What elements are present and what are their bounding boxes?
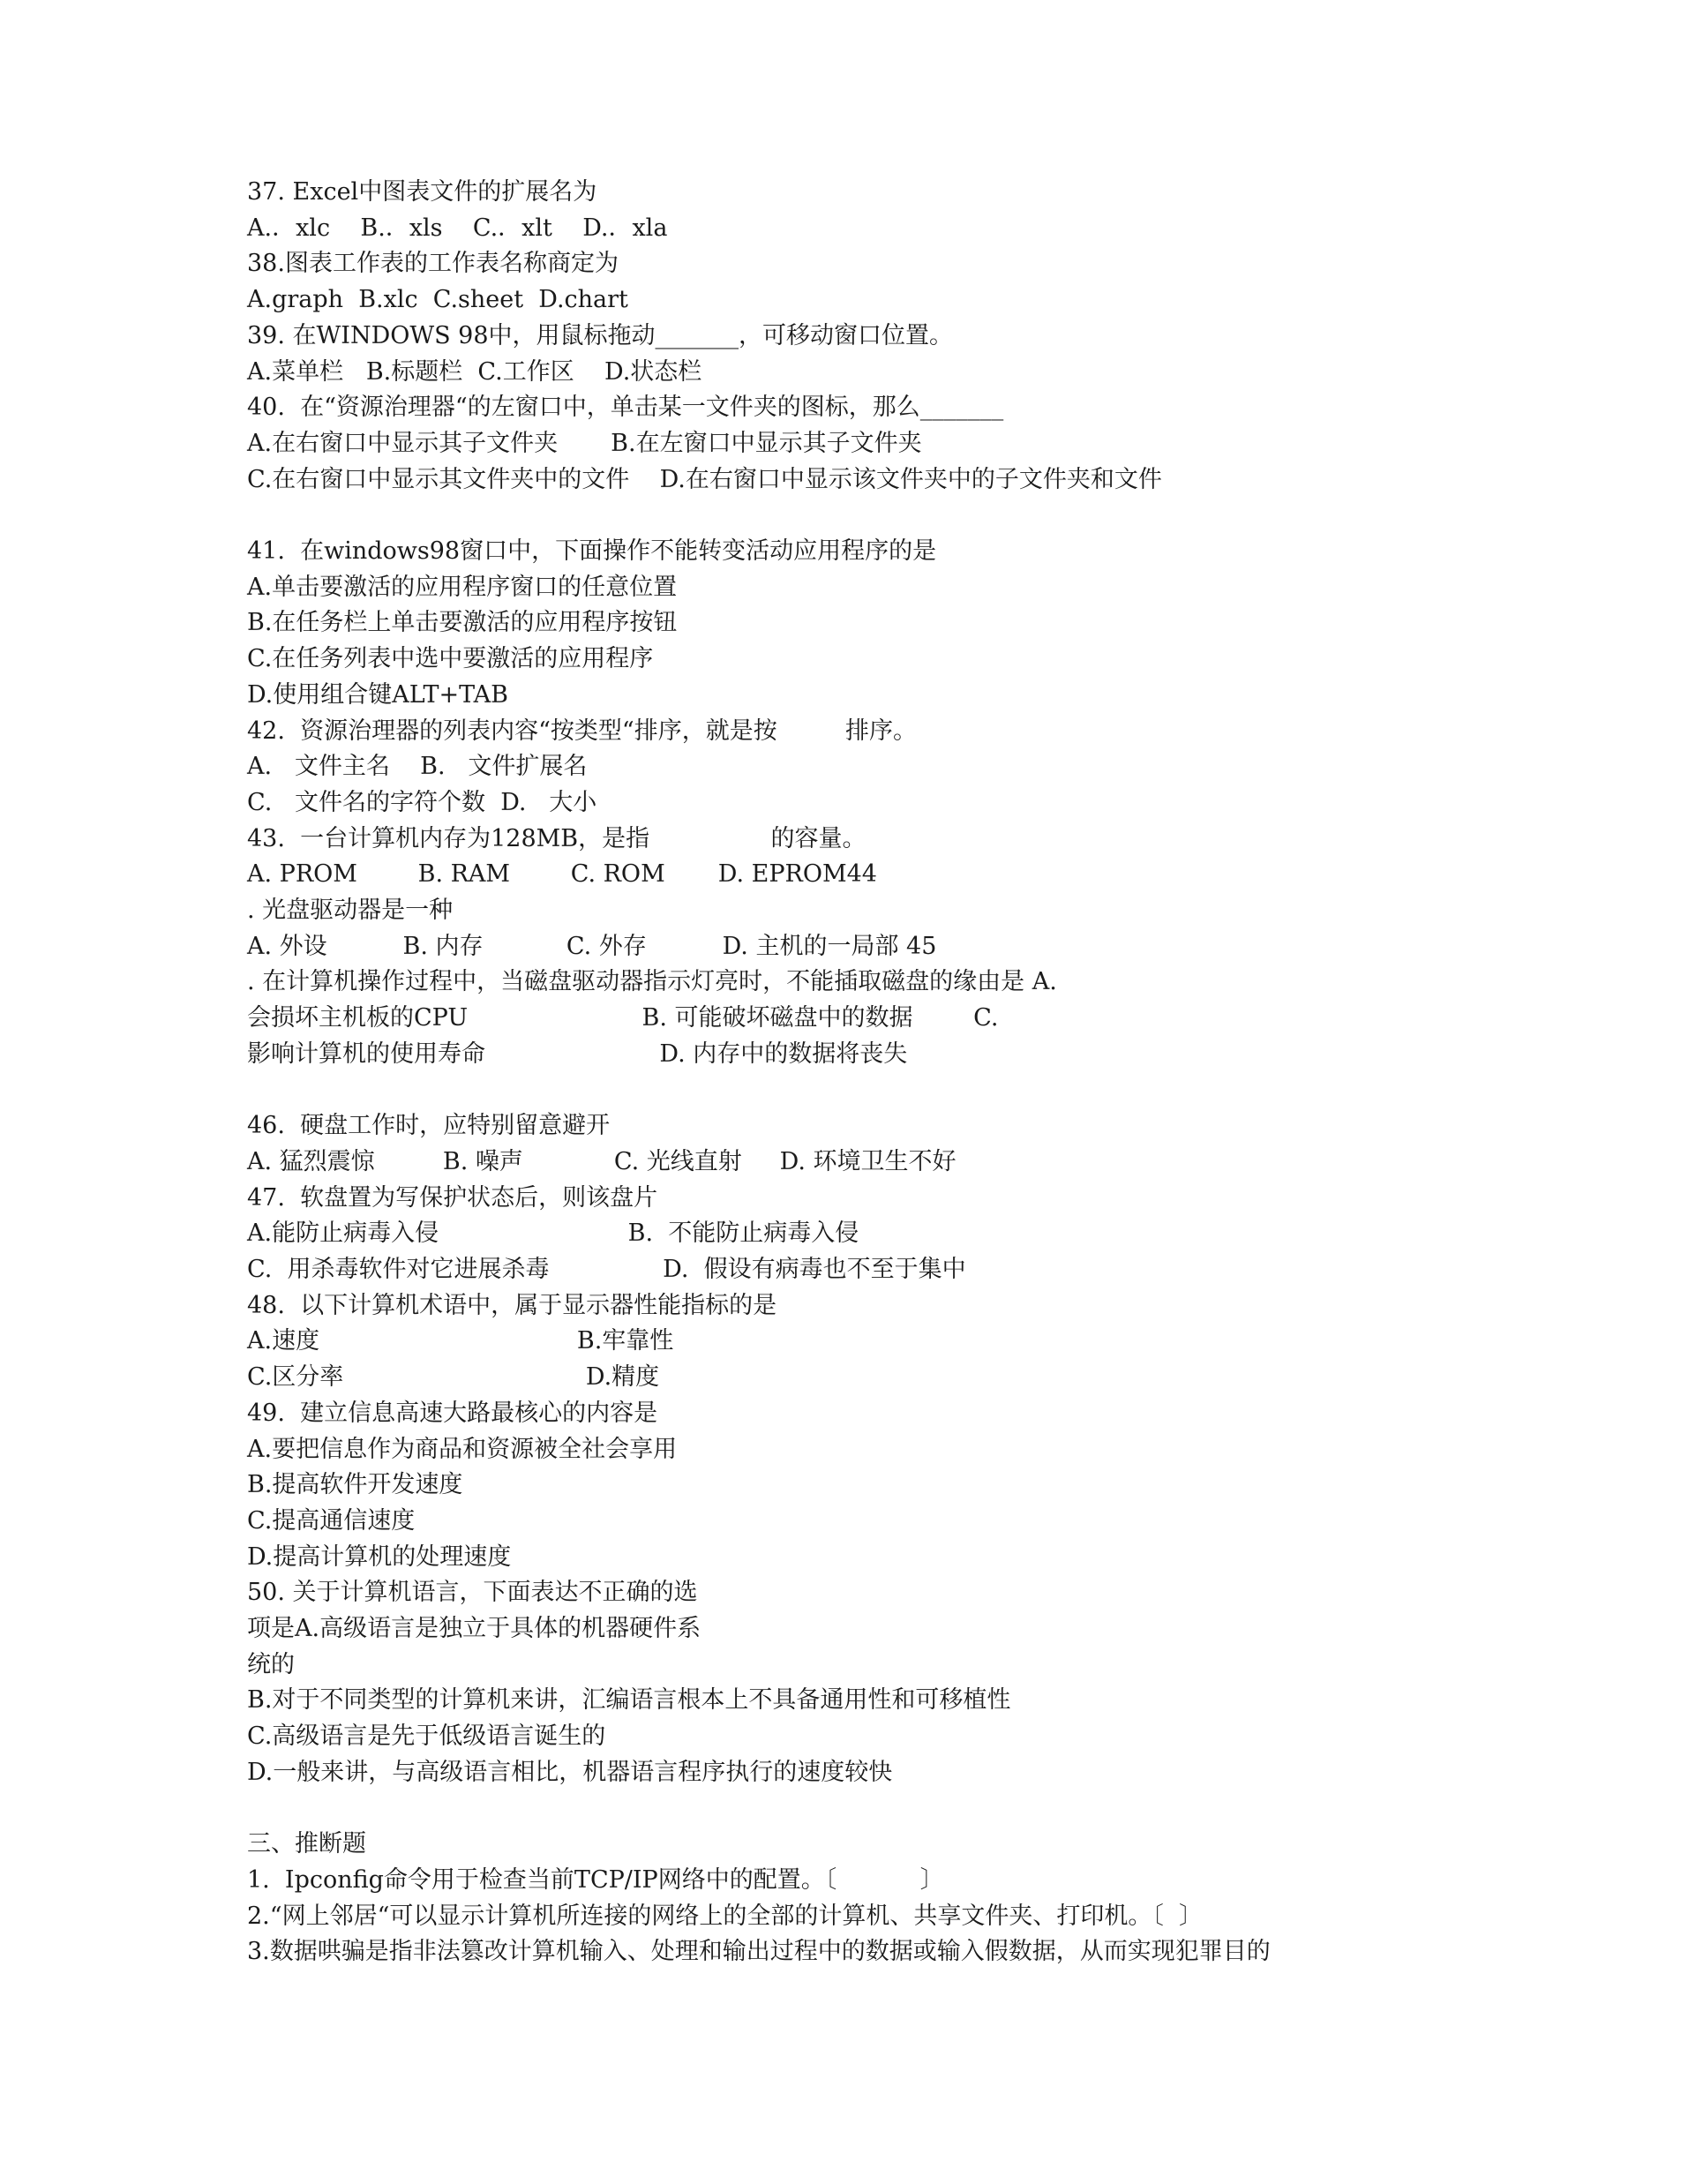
text-line: 影响计算机的使用寿命 D. 内存中的数据将丧失 <box>247 1040 908 1068</box>
text-line: 43. 一台计算机内存为128MB，是指 的容量。 <box>247 825 867 852</box>
text-line: A. PROM B. RAM C. ROM D. EPROM44 <box>247 860 877 888</box>
text-line: . 光盘驱动器是一种 <box>247 897 454 924</box>
text-line: C.在任务列表中选中要激活的应用程序 <box>247 645 654 672</box>
text-line: D.一般来讲，与高级语言相比，机器语言程序执行的速度较快 <box>247 1759 893 1786</box>
text-line: D.使用组合键ALT+TAB <box>247 681 508 709</box>
text-line: 会损坏主机板的CPU B. 可能破坏磁盘中的数据 C. <box>247 1004 999 1032</box>
text-line: A. 猛烈震惊 B. 噪声 C. 光线直射 D. 环境卫生不好 <box>247 1148 957 1175</box>
text-line: C.高级语言是先于低级语言诞生的 <box>247 1722 606 1750</box>
text-line: C. 文件名的字符个数 D. 大小 <box>247 789 597 816</box>
text-line: A. 外设 B. 内存 C. 外存 D. 主机的一局部 45 <box>247 933 937 960</box>
text-line: 三、推断题 <box>247 1830 366 1858</box>
text-line: A.．xlc B.．xls C.．xlt D.．xla <box>247 214 668 242</box>
text-line: C.在右窗口中显示其文件夹中的文件 D.在右窗口中显示该文件夹中的子文件夹和文件 <box>247 466 1162 493</box>
text-line: A.菜单栏 B.标题栏 C.工作区 D.状态栏 <box>247 358 702 386</box>
text-line: A.graph B.xlc C.sheet D.chart <box>247 286 628 313</box>
text-line: 41. 在windows98窗口中，下面操作不能转变活动应用程序的是 <box>247 537 937 565</box>
text-line: 48. 以下计算机术语中，属于显示器性能指标的是 <box>247 1292 777 1319</box>
text-line: B.在任务栏上单击要激活的应用程序按钮 <box>247 609 678 636</box>
text-line: A.在右窗口中显示其子文件夹 B.在左窗口中显示其子文件夹 <box>247 430 922 457</box>
text-line: 3.数据哄骗是指非法篡改计算机输入、处理和输出过程中的数据或输入假数据，从而实现犯罪目的 <box>247 1938 1271 1965</box>
text-line: 项是A.高级语言是独立于具体的机器硬件系 <box>247 1615 701 1642</box>
text-line: C.提高通信速度 <box>247 1507 416 1535</box>
text-line: 37. Excel中图表文件的扩展名为 <box>247 178 597 206</box>
text-line: C.区分率 D.精度 <box>247 1363 660 1391</box>
text-line: D.提高计算机的处理速度 <box>247 1543 512 1571</box>
text-line: . 在计算机操作过程中，当磁盘驱动器指示灯亮时，不能插取磁盘的缘由是 A. <box>247 968 1057 995</box>
text-line: 统的 <box>247 1651 295 1678</box>
text-line: 2.“网上邻居“可以显示计算机所连接的网络上的全部的计算机、共享文件夹、打印机。〔 〕 <box>247 1903 1204 1930</box>
text-line: A.单击要激活的应用程序窗口的任意位置 <box>247 574 678 601</box>
text-line: 1. Ipconfig命令用于检查当前TCP/IP网络中的配置。〔 〕 <box>247 1866 944 1894</box>
text-line: 42. 资源治理器的列表内容“按类型“排序，就是按 排序。 <box>247 717 917 745</box>
text-line: 49. 建立信息高速大路最核心的内容是 <box>247 1400 658 1427</box>
text-line: A. 文件主名 B. 文件扩展名 <box>247 753 588 780</box>
text-line: B.提高软件开发速度 <box>247 1471 463 1498</box>
text-line: 50. 关于计算机语言，下面表达不正确的选 <box>247 1579 698 1606</box>
text-line: 46. 硬盘工作时，应特别留意避开 <box>247 1112 611 1139</box>
text-line: A.速度 B.牢靠性 <box>247 1327 674 1355</box>
text-line: A.能防止病毒入侵 B. 不能防止病毒入侵 <box>247 1220 859 1247</box>
text-line: 38.图表工作表的工作表名称商定为 <box>247 250 619 277</box>
text-line: C. 用杀毒软件对它进展杀毒 D. 假设有病毒也不至于集中 <box>247 1256 966 1283</box>
text-line: 47. 软盘置为写保护状态后，则该盘片 <box>247 1184 658 1212</box>
text-line: 39. 在WINDOWS 98中，用鼠标拖动_______，可移动窗口位置。 <box>247 322 954 349</box>
text-line: 40. 在“资源治理器“的左窗口中，单击某一文件夹的图标，那么_______ <box>247 394 1004 421</box>
text-line: B.对于不同类型的计算机来讲，汇编语言根本上不具备通用性和可移植性 <box>247 1686 1011 1714</box>
text-line: A.要把信息作为商品和资源被全社会享用 <box>247 1436 678 1463</box>
